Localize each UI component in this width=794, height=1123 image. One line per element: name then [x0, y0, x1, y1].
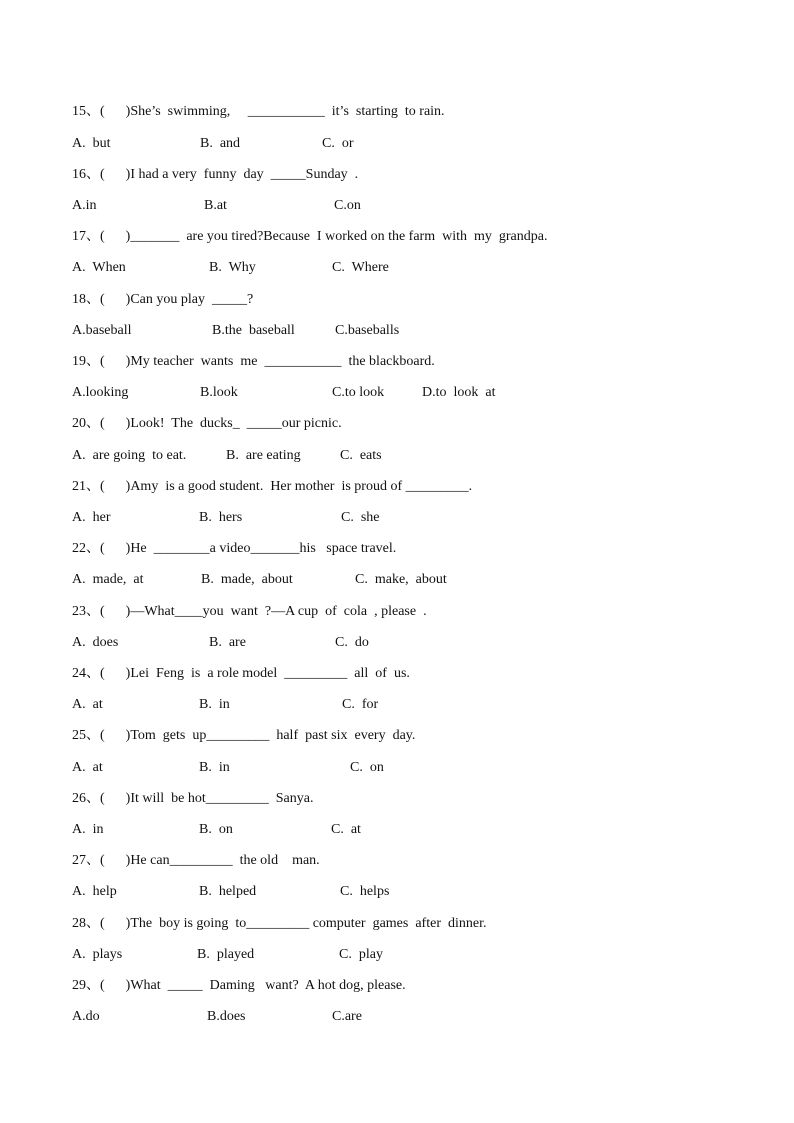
option-c: C.to look [332, 385, 385, 400]
option-a: A. When [72, 260, 126, 275]
question-24: 24、( )Lei Feng is a role model _________ all of us. [72, 666, 410, 681]
option-b: B. hers [199, 510, 243, 525]
option-b: B. in [199, 697, 230, 712]
option-a: A.do [72, 1009, 100, 1024]
option-a: A.in [72, 198, 97, 213]
option-c: C.on [334, 198, 361, 213]
option-a: A. are going to eat. [72, 448, 187, 463]
option-b: B. played [197, 947, 255, 962]
question-25: 25、( )Tom gets up_________ half past six every day. [72, 728, 416, 743]
question-15: 15、( )She’s swimming, ___________ it’s starting to rain. [72, 104, 445, 119]
option-a: A.looking [72, 385, 129, 400]
question-19: 19、( )My teacher wants me ___________ the blackboard. [72, 354, 435, 369]
option-b: B.at [204, 198, 227, 213]
option-b: B. on [199, 822, 233, 837]
option-a: A. does [72, 635, 119, 650]
option-c: C. do [335, 635, 369, 650]
option-c: C.are [332, 1009, 362, 1024]
option-c: C. on [350, 760, 384, 775]
option-b: B. helped [199, 884, 257, 899]
option-c: C. for [342, 697, 379, 712]
option-b: B.does [207, 1009, 246, 1024]
options-29 [72, 1008, 362, 1098]
option-b: B.the baseball [212, 323, 295, 338]
option-a: A. help [72, 884, 117, 899]
question-17: 17、( )_______ are you tired?Because I worked on the farm with my grandpa. [72, 229, 548, 244]
question-23: 23、( )—What____you want ?—A cup of cola , please . [72, 604, 427, 619]
question-27: 27、( )He can_________ the old man. [72, 853, 320, 868]
question-29: 29、( )What _____ Daming want? A hot dog, please. [72, 978, 406, 993]
option-b: B. in [199, 760, 230, 775]
option-a: A. made, at [72, 572, 144, 587]
option-a: A. at [72, 760, 103, 775]
option-c: C.baseballs [335, 323, 400, 338]
option-c: C. or [322, 136, 354, 151]
question-26: 26、( )It will be hot_________ Sanya. [72, 791, 314, 806]
question-18: 18、( )Can you play _____? [72, 292, 254, 307]
option-a: A. her [72, 510, 111, 525]
option-b: B. are [209, 635, 246, 650]
option-a: A. at [72, 697, 103, 712]
option-b: B.look [200, 385, 238, 400]
option-b: B. Why [209, 260, 256, 275]
option-c: C. she [341, 510, 380, 525]
option-c: C. play [339, 947, 383, 962]
option-b: B. and [200, 136, 241, 151]
option-a: A. but [72, 136, 111, 151]
option-a: A.baseball [72, 323, 132, 338]
question-21: 21、( )Amy is a good student. Her mother is proud of _________. [72, 479, 473, 494]
option-c: C. Where [332, 260, 389, 275]
option-b: B. made, about [201, 572, 293, 587]
option-d: D.to look at [422, 385, 496, 400]
option-c: C. eats [340, 448, 382, 463]
option-c: C. helps [340, 884, 390, 899]
question-28: 28、( )The boy is going to_________ computer games after dinner. [72, 916, 487, 931]
option-a: A. plays [72, 947, 123, 962]
question-20: 20、( )Look! The ducks_ _____our picnic. [72, 416, 342, 431]
question-22: 22、( )He ________a video_______his space travel. [72, 541, 397, 556]
option-a: A. in [72, 822, 104, 837]
option-b: B. are eating [226, 448, 301, 463]
question-16: 16、( )I had a very funny day _____Sunday . [72, 167, 359, 182]
option-c: C. at [331, 822, 361, 837]
option-c: C. make, about [355, 572, 447, 587]
